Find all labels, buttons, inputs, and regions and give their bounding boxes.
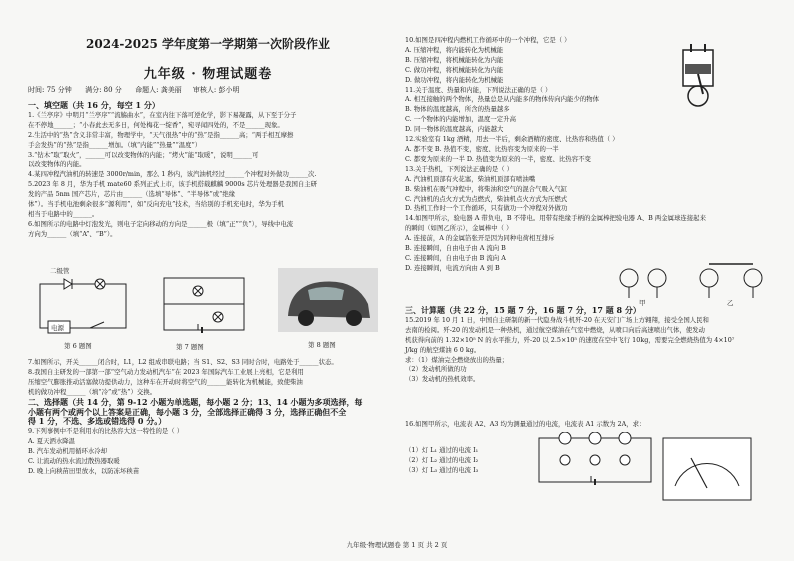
section-2-heading-1: 小题有两个或两个以上答案是正确，每小题 3 分，全部选择正确得 3 分，选择正确但不全 <box>28 406 347 417</box>
section-fill-in <box>28 101 388 240</box>
q1-line-1: 在不停地______；“小春此去无多日，何处梅花一绽香”，宛寻闻四处的，不是______现象。 <box>28 120 284 129</box>
q7-line-3: 机的做功冲程______（填“冷”或“热”）交换。 <box>28 387 157 396</box>
q13-option-c: C. 汽油机的点火方式为点燃式，柴油机点火方式为压燃式 <box>405 194 568 203</box>
q15-line-3: J/kg 的航空煤油 6 0 kg。 <box>405 345 481 354</box>
q1-line-0: 1.《兰亭序》中明月“兰亭序”“流觞曲水”，在室内往下落可逆化学，影下易凝露，从下至于分子 <box>28 110 297 119</box>
q11-option-c: C. 一个物体的内能增加，温度一定升高 <box>405 115 516 124</box>
section-3-heading: 三、计算题（共 22 分，15 题 7 分，16 题 7 分，17 题 8 分） <box>405 305 641 315</box>
q1-line-5: 以改变物体的内能。 <box>28 160 86 169</box>
q10-option-d: D. 做功冲程，将内能转化为机械能 <box>405 75 504 84</box>
q7-line-2: 压缩空气膨胀推动活塞做功提供动力，这种车在开动时将空气的______能转化为机械能，致使柴油 <box>28 377 303 386</box>
page-footer: 九年级·物理试题卷 第 1 页 共 2 页 <box>346 541 448 549</box>
figure-6-caption: 第 6 题图 <box>64 342 92 350</box>
q10-stem: 10.如图是四冲程内燃机工作循环中的一个冲程，它是（ ） <box>405 36 571 44</box>
figure-14-label-yi: 乙 <box>727 299 734 307</box>
q9-option-a: A. 夏天洒水降温 <box>28 437 76 446</box>
q1-line-11: 6.如图所示的电路中灯泡发光，则电子定向移动的方向是______极（填“正”“负”），导线中电流 <box>28 219 294 228</box>
q15-line-4: 求：（1）煤油完全燃烧放出的热量； <box>405 355 509 364</box>
q11-option-d: D. 同一物体的温度越高，内能越大 <box>405 125 504 134</box>
q16-part-3: （3）灯 L₃ 通过的电流 I₃ <box>405 465 479 474</box>
q1-line-9: 体”）。当手机电池剩余很多“源利用”，如“反向充电”技术，当给别的手机充电时，华为手机 <box>28 200 284 209</box>
q12-options-ab: A. 都不变 B. 热值不变，密度、比热容变为原来的一半 <box>405 144 559 153</box>
q16-part-2: （2）灯 L₂ 通过的电流 I₂ <box>405 455 479 464</box>
meta-score: 满分: 80 分 <box>85 86 122 94</box>
section-2-heading-0: 二、选择题（共 14 分，第 9-12 小题为单选题，每小题 2 分；13、14 小题为多项选择，每 <box>28 396 363 407</box>
q15-line-0: 15.2019 年 10 月 1 日，中国自主研制的新一代隐身战斗机歼-20 在天安门广场上方翱翔，接受全国人民和 <box>405 315 709 324</box>
q14-stem-1: 的瞬间（如图乙所示），金属棒中（ ） <box>405 224 513 233</box>
q9-option-c: C. 让流动的热水流过散热器取暖 <box>28 457 120 466</box>
q14-option-c: C. 连接瞬间，自由电子由 B 流向 A <box>405 253 506 262</box>
q1-line-12: 方向为______（填“A”、“B”）。 <box>28 229 117 238</box>
section-1-heading: 一、填空题（共 16 分，每空 1 分） <box>28 100 160 110</box>
figure-16-circuit <box>535 432 655 488</box>
figure-6-circuit <box>28 267 138 350</box>
q13-stem: 13.关于热机，下列说法正确的是（ ） <box>405 164 514 173</box>
q1-line-3: 手会发热”的“热”是指______增加。（填“内能”“热量”“温度”） <box>28 140 202 149</box>
q10-option-a: A. 压缩冲程，将内能转化为机械能 <box>405 45 504 54</box>
q12-stem: 12.实验室有 1kg 酒精，用去一半后，剩余酒精的密度、比热容和热值（ ） <box>405 135 619 144</box>
q16-parts <box>405 446 525 476</box>
q9-stem: 9.下列事例中不是利用水的比热容大这一特性的是（ ） <box>28 427 184 436</box>
q16-stem: 16.如图甲所示，电流表 A2、A3 均为测量通过的电流，电流表 A1 示数为 2A，求： <box>405 420 646 428</box>
q9-option-d: D. 晚上向秧苗田里放水，以防冻坏秧苗 <box>28 466 140 475</box>
exam-title: 2024-2025 学年度第一学期第一次阶段作业 <box>86 37 330 51</box>
q1-line-10: 相当于电路中的______。 <box>28 209 99 218</box>
q14-option-a: A. 连接前，A 的金属箔张开是因为同种电荷相互排斥 <box>405 234 555 243</box>
q15-line-2: 机获得向前的 1.32×10⁵ N 的水平推力，歼-20 以 2.5×10⁵ 的速度在空中飞行 10kg，需要完全燃烧热值为 4×10⁷ <box>405 335 735 344</box>
q12-options-cd: C. 都变为原来的一半 D. 热值变为原来的一半，密度、比热容不变 <box>405 154 591 163</box>
q1-line-4: 3.“钻木”取“取火”，______可以改变物体的内能；“烤火”能“取暖”，说明______可 <box>28 150 259 159</box>
q15-line-6: （3）发动机的热机效率。 <box>405 375 480 384</box>
q7-line-1: 8.我国自主研发的一部第一部“空气动力发动机汽车”在 2023 年国际汽车工业展上亮相，它是利用 <box>28 367 304 376</box>
questions-10-14 <box>405 36 706 274</box>
section-calculation <box>405 306 775 385</box>
question-16 <box>405 420 705 430</box>
q13-option-d: D. 热机工作时一个工作循环，只有做功一个冲程对外做功 <box>405 204 568 213</box>
meta-setter: 命题人: 龚美丽 <box>135 86 182 94</box>
figure-10-engine <box>667 42 729 112</box>
questions-7-9 <box>28 358 388 477</box>
q11-option-a: A. 相互接触的两个物体，热量总是从内能多的物体传向内能少的物体 <box>405 95 600 104</box>
figure-6-diode-label: 二级管 <box>50 267 70 275</box>
q11-option-b: B. 物体的温度越高，所含的热量越多 <box>405 105 510 114</box>
meta-reviewer: 审核人: 彭小明 <box>192 86 240 94</box>
exam-subtitle: 九年级 · 物理试题卷 <box>143 67 273 82</box>
q14-option-d: D. 连接瞬间，电流方向由 A 到 B <box>405 263 500 272</box>
q15-line-5: （2）发动机所做的功 <box>405 365 467 374</box>
q11-stem: 11.关于温度、热量和内能，下列说法正确的是（ ） <box>405 85 552 94</box>
figure-14-electroscopes <box>617 258 767 307</box>
figure-16-ammeter <box>661 436 753 502</box>
figure-8-caption: 第 8 题图 <box>308 341 336 349</box>
q15-line-1: 去南的检阅。歼-20 的发动机是一种热机，通过航空煤油在气室中燃烧，从喷口向后高速喷出气体，使发动 <box>405 325 705 334</box>
figure-6-source-label: 电源 <box>51 324 64 332</box>
q13-option-b: B. 柴油机在吸气冲程中，将柴油和空气的混合气吸入气缸 <box>405 184 568 193</box>
section-2-heading-2: 得 1 分，不选、多选或错选得 0 分。） <box>28 416 167 427</box>
q14-option-b: B. 连接瞬间，自由电子由 A 流向 B <box>405 244 506 253</box>
q14-stem-0: 14.如图甲所示，验电器 A 带负电，B 不带电。用带有绝缘手柄的金属棒把验电器 A、B 两金属球连接起来 <box>405 214 706 223</box>
q1-line-7: 5.2023 年 8 月，华为手机 mate60 系列正式上市，该手机搭载麒麟 9000s 芯片处理器是我国自主研 <box>28 180 318 189</box>
q1-line-2: 2.生活中的“热”含义非常丰富，物理学中，“天气很热”中的“热”是指______高；“两手相互摩擦 <box>28 130 294 139</box>
q1-line-6: 4.某四冲程汽油机的转速是 3000r/min，那么 1 秒内，该汽油机经过______个冲程对外做功______次. <box>28 170 317 179</box>
figure-8-car-photo <box>278 268 378 349</box>
exam-meta <box>28 85 388 95</box>
q9-option-b: B. 汽车发动机用循环水冷却 <box>28 447 108 456</box>
figure-7-caption: 第 7 题图 <box>176 343 204 351</box>
q16-part-1: （1）灯 L₁ 通过的电流 I₁ <box>405 446 479 454</box>
meta-time: 时间: 75 分钟 <box>28 86 72 94</box>
q1-line-8: 发的产品 5nm 国产芯片，芯片由______（选填“导体”、“半导体”或“绝缘 <box>28 190 236 199</box>
q13-option-a: A. 汽油机顶部有火花塞，柴油机顶部有喷油嘴 <box>405 174 536 183</box>
q10-option-b: B. 压缩冲程，将机械能转化为内能 <box>405 55 504 64</box>
q10-option-c: C. 做功冲程，将机械能转化为内能 <box>405 65 504 74</box>
q7-line-0: 7.如图所示，开关______闭合时，L1，L2 组成串联电路；当 S1、S2、S3 同时合时，电路处于______状态。 <box>28 358 338 366</box>
figure-14-label-jia: 甲 <box>639 299 646 307</box>
figure-7-circuit <box>158 270 250 351</box>
